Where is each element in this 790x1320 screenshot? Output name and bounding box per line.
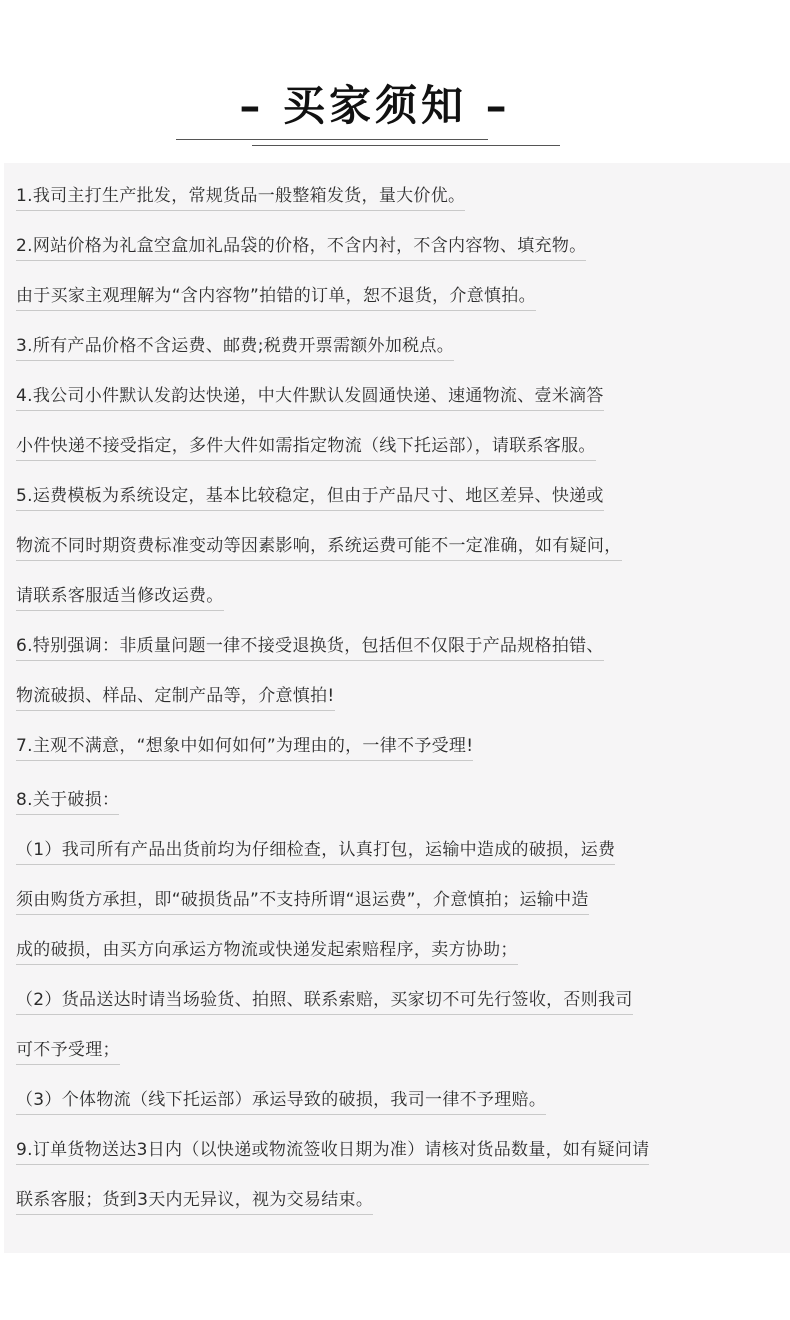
page-title: – 买家须知 – bbox=[239, 81, 511, 130]
notice-line: 由于买家主观理解为“含内容物”拍错的订单，恕不退货，介意慎拍。 bbox=[16, 284, 536, 311]
notice-line: 成的破损，由买方向承运方物流或快递发起索赔程序，卖方协助； bbox=[16, 938, 518, 965]
notice-line: 5.运费模板为系统设定，基本比较稳定，但由于产品尺寸、地区差异、快递或 bbox=[16, 484, 604, 511]
notice-line: 联系客服；货到3天内无异议，视为交易结束。 bbox=[16, 1188, 373, 1215]
notice-line: 小件快递不接受指定，多件大件如需指定物流（线下托运部），请联系客服。 bbox=[16, 434, 596, 461]
title-underline bbox=[176, 139, 488, 140]
notice-line: 9.订单货物送达3日内（以快递或物流签收日期为准）请核对货品数量，如有疑问请 bbox=[16, 1138, 649, 1165]
notice-line: （1）我司所有产品出货前均为仔细检查，认真打包，运输中造成的破损，运费 bbox=[16, 838, 615, 865]
notice-line: （3）个体物流（线下托运部）承运导致的破损，我司一律不予理赔。 bbox=[16, 1088, 546, 1115]
header bbox=[0, 70, 790, 160]
notice-line: 须由购货方承担，即“破损货品”不支持所谓“退运费”，介意慎拍；运输中造 bbox=[16, 888, 589, 915]
notice-line: 6.特别强调：非质量问题一律不接受退换货，包括但不仅限于产品规格拍错、 bbox=[16, 634, 604, 661]
notice-line: 2.网站价格为礼盒空盒加礼品袋的价格，不含内衬，不含内容物、填充物。 bbox=[16, 234, 586, 261]
notice-line: （2）货品送达时请当场验货、拍照、联系索赔，买家切不可先行签收，否则我司 bbox=[16, 988, 633, 1015]
notice-line: 可不予受理； bbox=[16, 1038, 120, 1065]
notice-line: 4.我公司小件默认发韵达快递，中大件默认发圆通快递、速通物流、壹米滴答 bbox=[16, 384, 604, 411]
notice-line: 请联系客服适当修改运费。 bbox=[16, 584, 224, 611]
notice-line: 物流不同时期资费标准变动等因素影响，系统运费可能不一定准确，如有疑问， bbox=[16, 534, 622, 561]
notice-line: 1.我司主打生产批发，常规货品一般整箱发货，量大价优。 bbox=[16, 184, 465, 211]
notice-line: 7.主观不满意，“想象中如何如何”为理由的，一律不予受理! bbox=[16, 734, 473, 761]
notice-line: 3.所有产品价格不含运费、邮费;税费开票需额外加税点。 bbox=[16, 334, 454, 361]
notice-line: 物流破损、样品、定制产品等，介意慎拍! bbox=[16, 684, 335, 711]
notice-line: 8.关于破损： bbox=[16, 788, 119, 815]
title-underline-offset bbox=[252, 145, 560, 146]
